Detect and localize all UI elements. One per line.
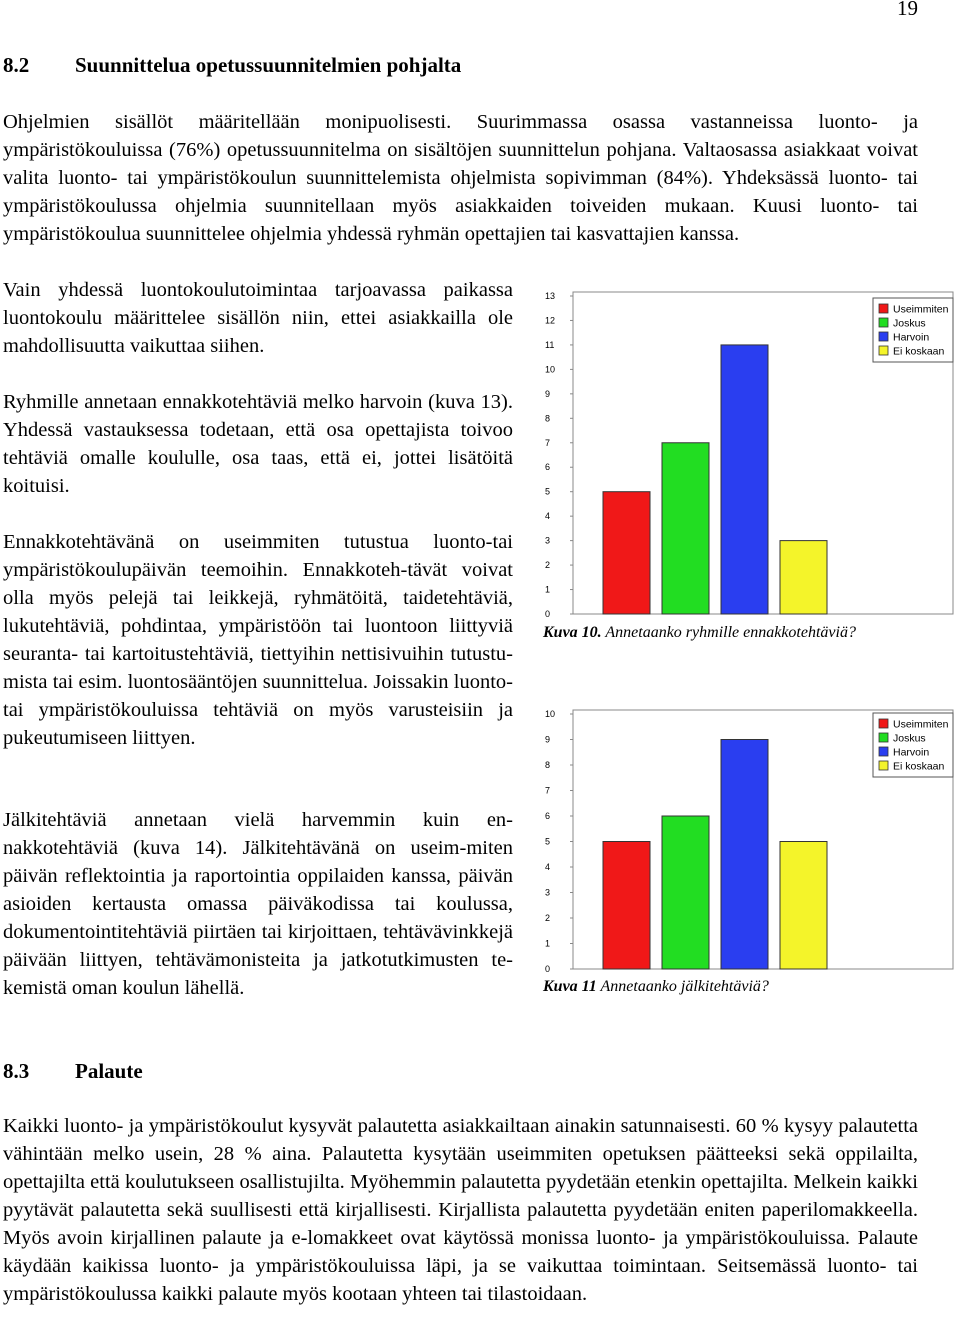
legend-swatch: [879, 761, 888, 770]
y-tick-label: 10: [545, 364, 556, 375]
paragraph-5: Kaikki luonto- ja ympäristökoulut kysyvät palautetta asiakkailtaan ainakin satunnaisesti. 60 % kysyy palautetta vähintään melko usein, 28 % aina. Palautetta kysytään useimmiten opetuksen päätteeksi sekä oppilailta, opettajilta että koulutukseen osallistujilta. Myöhemmin palautetta pyydetään etenkin opettajilta. Melkein kaikki pyytävät palautetta sekä suullisesti että kirjallisesti. Kirjallista palautetta pyydetään eniten paperilomakkeella. Myös avoin kirjallinen palaute ja e-lomakkeet ovat käytössä monissa luonto- ja ympäristökouluissa. Palaute käydään kaikissa luonto- ja ympäristökouluissa läpi, ja se vaikuttaa toimintaan. Seitsemässä luonto- tai ympäristökoulussa kaikki palaute myös kootaan yhteen tai tilastoidaan.: [3, 1115, 918, 1305]
caption-text: Annetaanko jälkitehtäviä?: [596, 978, 769, 995]
legend-label: Joskus: [893, 317, 926, 330]
caption-text: Annetaanko ryhmille ennakkotehtäviä?: [601, 624, 856, 641]
y-tick-label: 8: [545, 760, 551, 770]
section-number: 8.2: [3, 53, 30, 77]
y-tick-label: 1: [545, 584, 551, 595]
section-heading-8-2: [3, 53, 461, 78]
legend-label: Useimmiten: [893, 303, 949, 316]
y-tick-label: 0: [545, 964, 551, 974]
bar-ei-koskaan: [780, 541, 827, 614]
caption-label: Kuva 10.: [543, 624, 602, 641]
y-tick-label: 2: [545, 560, 551, 571]
y-tick-label: 5: [545, 486, 551, 497]
section-title: Suunnittelua opetussuunnitelmien pohjalta: [75, 53, 462, 77]
paragraph-1: Ohjelmien sisällöt määritellään monipuolisesti. Suurimmassa osassa vastanneissa luonto- ja ympäristökouluissa (76%) opetussuunnitelma on sisältöjen suunnittelun pohjana. Valtaosassa asiakkaat voivat valita luonto- tai ympäristökoulun suunnittelemista ohjelmista sopivimman (84%). Yhdeksässä luonto- tai ympäristökoulussa ohjelmia suunnitellaan myös asiakkaiden toiveiden mukaan. Kuusi luonto- tai ympäristökoulua suunnittelee ohjelmia yhdessä ryhmän opettajien tai kasvattajien kanssa.: [3, 111, 918, 245]
paragraph-3: Ennakkotehtävänä on useimmiten tutustua luonto-tai ympäristökoulupäivän teemoihin. Ennakkoteh-tävät voivat olla myös pelejä tai leikkejä, ryhmätöitä, taidetehtäviä, lukutehtäviä, pohdintaa, ympäristöön tai luontoon liittyviä seuranta- tai kartoitustehtäviä, tiettyihin nettisivuihin tutustu-mista tai esim. luontosääntöjen suunnittelua. Joissakin luonto- tai ympäristökouluissa tehtäviä on myös varusteisiin ja pukeutumiseen liittyen.: [3, 531, 513, 749]
legend-swatch: [879, 332, 888, 341]
legend-label: Joskus: [893, 732, 926, 745]
y-tick-label: 1: [545, 938, 551, 949]
legend: [873, 713, 953, 777]
section-heading-8-3: [3, 1059, 143, 1084]
bar-harvoin: [721, 345, 768, 614]
y-tick-label: 11: [545, 339, 555, 350]
legend-label: Ei koskaan: [893, 345, 945, 358]
bar-useimmiten: [603, 842, 650, 970]
caption-kuva-11: [543, 978, 769, 996]
y-tick-label: 0: [545, 609, 551, 619]
bar-joskus: [662, 816, 709, 969]
y-tick-label: 9: [545, 388, 551, 399]
section-title: Palaute: [75, 1059, 143, 1083]
y-tick-label: 10: [545, 709, 556, 719]
y-tick-label: 12: [545, 315, 556, 326]
y-tick-label: 7: [545, 785, 551, 796]
y-tick-label: 6: [545, 811, 551, 821]
legend-label: Harvoin: [893, 746, 930, 759]
y-tick-label: 3: [545, 535, 551, 546]
y-tick-label: 2: [545, 913, 551, 923]
y-tick-label: 7: [545, 437, 551, 448]
bar-useimmiten: [603, 492, 650, 614]
legend-swatch: [879, 318, 888, 327]
legend-label: Useimmiten: [893, 718, 949, 731]
page-number: 19: [897, 0, 918, 20]
chart-ennakkotehtavat: [535, 286, 955, 626]
section-number: 8.3: [3, 1059, 30, 1083]
y-tick-label: 4: [545, 511, 551, 522]
legend: [873, 298, 953, 362]
legend-label: Ei koskaan: [893, 760, 945, 773]
y-tick-label: 6: [545, 462, 551, 473]
legend-swatch: [879, 346, 888, 355]
legend-swatch: [879, 747, 888, 756]
caption-kuva-10: [543, 624, 856, 642]
y-tick-label: 3: [545, 887, 551, 898]
y-tick-label: 8: [545, 413, 551, 424]
bar-joskus: [662, 443, 709, 614]
legend-swatch: [879, 719, 888, 728]
caption-label: Kuva 11: [543, 978, 597, 995]
legend-label: Harvoin: [893, 331, 930, 344]
y-tick-label: 9: [545, 734, 551, 745]
legend-swatch: [879, 733, 888, 742]
y-tick-label: 4: [545, 862, 551, 872]
y-tick-label: 13: [545, 291, 556, 301]
bar-ei-koskaan: [780, 842, 827, 970]
chart-jalkitehtavat: [535, 703, 955, 978]
paragraph-4: Jälkitehtäviä annetaan vielä harvemmin kuin en-nakkotehtäviä (kuva 14). Jälkitehtävänä on useim-miten päivän reflektointia ja raportointia oppilaiden kanssa, päivän asioiden kertausta omassa päiväkodissa tai koulussa, dokumentointitehtäviä piirtäen tai kirjoittaen, tehtävävinkkejä päivään liittyen, tehtävämonisteita ja jatkotutkimusten te-kemistä oman koulun lähellä.: [3, 809, 513, 999]
y-tick-label: 5: [545, 836, 551, 847]
paragraph-2: Ryhmille annetaan ennakkotehtäviä melko harvoin (kuva 13). Yhdessä vastauksessa todetaan, että osa opettajista toivoo tehtäviä omalle koululle, osa taas, että ei, jottei lisätöitä koituisi.: [3, 391, 513, 497]
bar-harvoin: [721, 740, 768, 970]
paragraph-1b: Vain yhdessä luontokoulutoimintaa tarjoavassa paikassa luontokoulu määrittelee sisällön niin, ettei asiakkailla ole mahdollisuutta vaikuttaa siihen.: [3, 279, 513, 357]
legend-swatch: [879, 304, 888, 313]
